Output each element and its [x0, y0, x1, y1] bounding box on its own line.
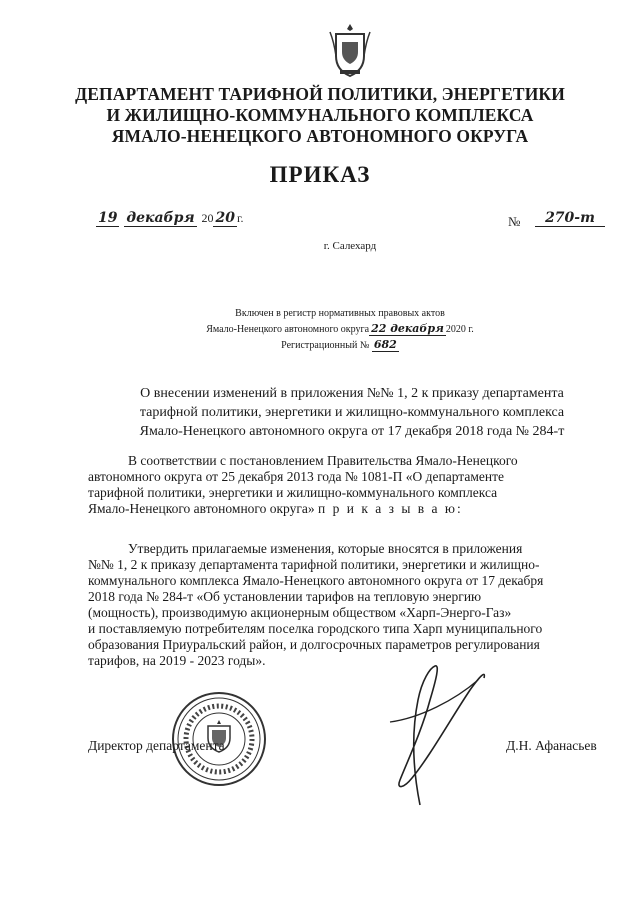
body-line-6: и поставляемую потребителям поселка городского типа Харп муниципального — [88, 621, 543, 636]
order-day: 19 — [98, 210, 118, 226]
order-city: г. Салехард — [323, 240, 377, 252]
order-month: декабря — [126, 210, 195, 226]
coat-of-arms-icon — [326, 20, 374, 80]
handwritten-signature — [360, 660, 490, 810]
registration-number: 682 — [373, 338, 397, 351]
body-line-1: Утвердить прилагаемые изменения, которые вносятся в приложения — [128, 541, 523, 556]
order-subject — [92, 384, 612, 441]
body-line-2: №№ 1, 2 к приказу департамента тарифной политики, энергетики и жилищно- — [88, 557, 540, 572]
body-line-3: коммунального комплекса Ямало-Ненецкого автономного округа от 17 декабря — [88, 573, 544, 588]
order-word: п р и к а з ы в а ю: — [318, 501, 463, 516]
preamble-line-1: В соответствии с постановлением Правительства Ямало-Ненецкого — [128, 453, 518, 468]
order-number: 270-т — [535, 210, 605, 227]
director-title: Директор департамента — [88, 738, 225, 753]
registration-number-label: Регистрационный № — [281, 340, 370, 351]
department-line-3: ЯМАЛО-НЕНЕЦКОГО АВТОНОМНОГО ОКРУГА — [111, 126, 529, 146]
preamble-line-4-text: Ямало-Ненецкого автономного округа» — [88, 501, 315, 516]
subject-line-1: О внесении изменений в приложения №№ 1, 2 к приказу департамента — [140, 386, 564, 401]
body-line-4: 2018 года № 284-т «Об установлении тарифов на тепловую энергию — [88, 589, 482, 604]
preamble-line-2: автономного округа от 25 декабря 2013 года № 1081-П «О департаменте — [88, 469, 505, 484]
registration-line-1: Включен в регистр нормативных правовых актов — [235, 308, 445, 319]
department-line-1: ДЕПАРТАМЕНТ ТАРИФНОЙ ПОЛИТИКИ, ЭНЕРГЕТИКИ — [75, 84, 565, 104]
department-name — [60, 84, 580, 147]
director-name: Д.Н. Афанасьев — [506, 738, 597, 753]
order-date — [96, 210, 244, 227]
order-number-label: № — [508, 214, 521, 229]
body-line-8: тарифов, на 2019 - 2023 годы». — [88, 653, 266, 668]
preamble-line-4 — [88, 501, 612, 517]
body-line-7: образования Приуральский район, и долгосрочных параметров регулирования — [88, 637, 540, 652]
body-line-5: (мощность), производимую акционерным обществом «Харп-Энерго-Газ» — [88, 605, 512, 620]
body-paragraph — [88, 541, 612, 669]
registration-line-2-prefix: Ямало-Ненецкого автономного округа — [206, 324, 370, 335]
registration-line-2-suffix: 2020 г. — [445, 324, 474, 335]
registration-line-3 — [170, 337, 510, 353]
order-year-end: г. — [236, 211, 244, 225]
registration-line-2 — [170, 321, 510, 337]
order-year-suffix: 20 — [215, 210, 235, 226]
order-year-prefix: 20 — [201, 211, 214, 225]
subject-line-3: Ямало-Ненецкого автономного округа от 17 декабря 2018 года № 284-т — [139, 424, 565, 439]
registration-note — [170, 306, 510, 353]
preamble-paragraph — [88, 453, 612, 517]
preamble-line-3: тарифной политики, энергетики и жилищно-коммунального комплекса — [88, 485, 498, 500]
document-type-title: ПРИКАЗ — [269, 162, 371, 187]
registration-date: 22 декабря — [371, 322, 444, 335]
department-line-2: И ЖИЛИЩНО-КОММУНАЛЬНОГО КОМПЛЕКСА — [106, 105, 534, 125]
subject-line-2: тарифной политики, энергетики и жилищно-коммунального комплекса — [139, 405, 565, 420]
